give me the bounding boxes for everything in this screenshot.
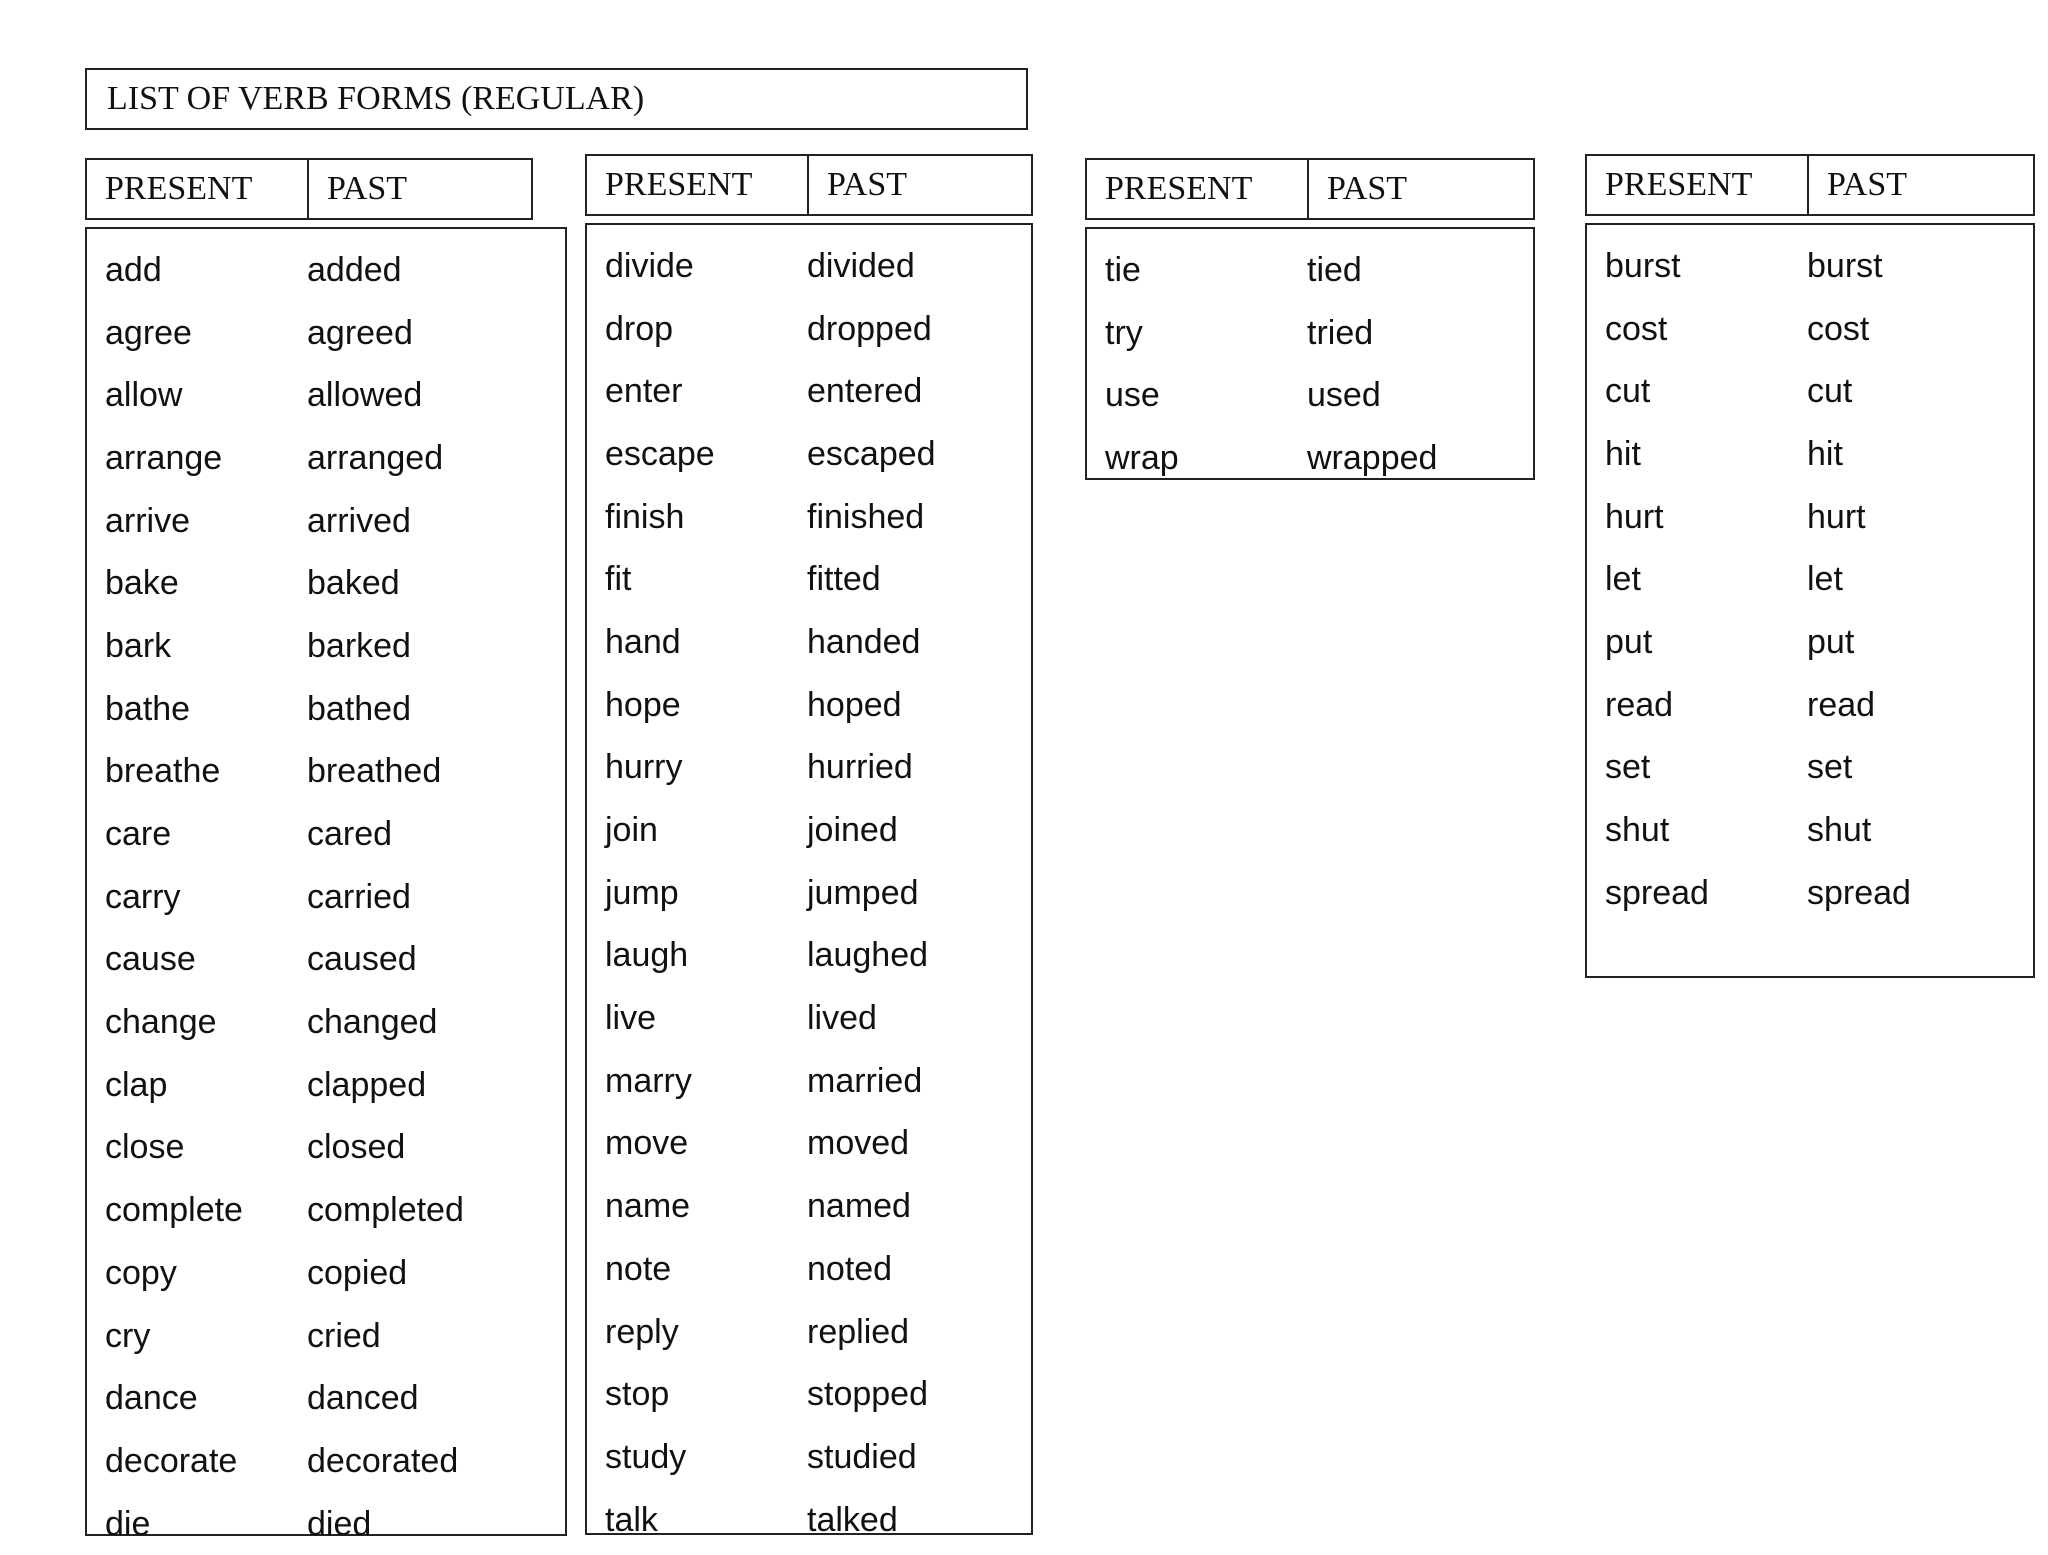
past-form: stopped xyxy=(807,1375,928,1414)
past-form: barked xyxy=(307,626,411,665)
present-form: reply xyxy=(605,1312,679,1351)
verb-row xyxy=(1587,423,2033,486)
present-form: cause xyxy=(105,940,196,979)
present-form: arrange xyxy=(105,438,223,477)
present-form: dance xyxy=(105,1379,198,1418)
present-form: cost xyxy=(1605,309,1668,348)
past-form: escaped xyxy=(807,434,936,473)
past-form: laughed xyxy=(807,936,929,975)
past-form: breathed xyxy=(307,752,442,791)
present-form: finish xyxy=(605,497,685,536)
past-form: cared xyxy=(307,815,393,854)
present-form: bark xyxy=(105,626,172,665)
verb-row xyxy=(1587,548,2033,611)
past-form: hoped xyxy=(807,685,902,724)
past-form: replied xyxy=(807,1312,910,1351)
past-form: carried xyxy=(307,877,411,916)
present-form: wrap xyxy=(1105,438,1179,477)
past-form: bathed xyxy=(307,689,411,728)
present-form: change xyxy=(105,1003,217,1042)
past-form: added xyxy=(307,250,402,289)
verb-row xyxy=(87,929,565,992)
present-form: carry xyxy=(105,877,181,916)
past-form: allowed xyxy=(307,376,423,415)
verb-row xyxy=(1587,360,2033,423)
present-form: divide xyxy=(605,246,694,285)
past-form: let xyxy=(1807,560,1843,599)
present-form: clap xyxy=(105,1065,168,1104)
verb-row xyxy=(87,741,565,804)
past-form: danced xyxy=(307,1379,419,1418)
present-form: drop xyxy=(605,309,674,348)
present-header: PRESENT xyxy=(587,156,809,214)
past-form: died xyxy=(307,1504,372,1543)
past-form: fitted xyxy=(807,560,881,599)
verb-row xyxy=(587,611,1031,674)
verb-row xyxy=(587,298,1031,361)
present-header: PRESENT xyxy=(87,160,309,218)
verb-row xyxy=(1587,298,2033,361)
verb-row xyxy=(87,866,565,929)
present-form: add xyxy=(105,250,162,289)
verb-row xyxy=(1087,239,1533,302)
past-form: used xyxy=(1307,376,1381,415)
verb-row xyxy=(87,239,565,302)
verb-row xyxy=(1587,611,2033,674)
present-form: agree xyxy=(105,313,192,352)
past-form: moved xyxy=(807,1124,910,1163)
verb-row xyxy=(587,799,1031,862)
verb-row xyxy=(87,1367,565,1430)
present-form: read xyxy=(1605,685,1674,724)
verb-row xyxy=(1087,427,1533,490)
table-2-list xyxy=(585,223,1033,1539)
verb-row xyxy=(87,1117,565,1180)
verb-row xyxy=(587,737,1031,800)
present-form: laugh xyxy=(605,936,689,975)
past-form: studied xyxy=(807,1437,917,1476)
verb-row xyxy=(587,674,1031,737)
verb-row xyxy=(587,360,1031,423)
past-header: PAST xyxy=(1327,170,1408,207)
present-form: enter xyxy=(605,372,683,411)
present-form: hit xyxy=(1605,434,1641,473)
past-header: PAST xyxy=(1827,166,1908,203)
past-form: closed xyxy=(307,1128,406,1167)
present-form: cry xyxy=(105,1316,151,1355)
past-form: divided xyxy=(807,246,915,285)
present-form: let xyxy=(1605,560,1641,599)
verb-row xyxy=(1587,235,2033,298)
verb-row xyxy=(587,1489,1031,1552)
table-1-list xyxy=(85,227,567,1543)
present-form: close xyxy=(105,1128,185,1167)
present-form: arrive xyxy=(105,501,191,540)
verb-row xyxy=(1087,302,1533,365)
page-title: LIST OF VERB FORMS (REGULAR) xyxy=(85,68,1028,130)
present-form: burst xyxy=(1605,246,1681,285)
present-header: PRESENT xyxy=(1587,156,1809,214)
table-2-header xyxy=(585,154,1033,216)
past-form: arranged xyxy=(307,438,444,477)
present-form: copy xyxy=(105,1253,177,1292)
past-form: hit xyxy=(1807,434,1843,473)
past-header: PAST xyxy=(827,166,908,203)
present-form: bake xyxy=(105,564,179,603)
present-form: hurt xyxy=(1605,497,1664,536)
verb-row xyxy=(587,235,1031,298)
present-form: jump xyxy=(605,873,679,912)
past-form: noted xyxy=(807,1249,893,1288)
past-form: baked xyxy=(307,564,400,603)
past-form: talked xyxy=(807,1500,898,1539)
present-form: hope xyxy=(605,685,681,724)
past-form: hurried xyxy=(807,748,913,787)
verb-row xyxy=(87,678,565,741)
present-form: live xyxy=(605,999,657,1038)
past-form: burst xyxy=(1807,246,1883,285)
present-form: put xyxy=(1605,622,1653,661)
past-form: completed xyxy=(307,1191,464,1230)
present-form: shut xyxy=(1605,811,1670,850)
present-form: marry xyxy=(605,1061,692,1100)
verb-row xyxy=(587,987,1031,1050)
verb-row xyxy=(87,302,565,365)
present-form: allow xyxy=(105,376,183,415)
verb-row xyxy=(87,1242,565,1305)
verb-row xyxy=(1587,737,2033,800)
present-form: care xyxy=(105,815,172,854)
past-form: arrived xyxy=(307,501,411,540)
table-1-header xyxy=(85,158,533,220)
table-4-header xyxy=(1585,154,2035,216)
verb-row xyxy=(1587,862,2033,925)
verb-row xyxy=(587,1113,1031,1176)
past-form: cut xyxy=(1807,372,1853,411)
verb-row xyxy=(587,1238,1031,1301)
present-form: set xyxy=(1605,748,1651,787)
past-form: lived xyxy=(807,999,877,1038)
present-form: move xyxy=(605,1124,689,1163)
verb-row xyxy=(87,364,565,427)
verb-row xyxy=(87,1305,565,1368)
past-form: shut xyxy=(1807,811,1872,850)
past-form: clapped xyxy=(307,1065,427,1104)
present-form: try xyxy=(1105,313,1143,352)
past-form: copied xyxy=(307,1253,408,1292)
past-form: caused xyxy=(307,940,417,979)
present-form: decorate xyxy=(105,1441,238,1480)
present-form: talk xyxy=(605,1500,658,1539)
present-form: spread xyxy=(1605,873,1709,912)
verb-row xyxy=(87,803,565,866)
past-form: dropped xyxy=(807,309,932,348)
past-form: read xyxy=(1807,685,1876,724)
present-form: tie xyxy=(1105,250,1141,289)
verb-row xyxy=(87,615,565,678)
past-form: put xyxy=(1807,622,1855,661)
verb-row xyxy=(587,1363,1031,1426)
past-form: tried xyxy=(1307,313,1374,352)
present-form: bathe xyxy=(105,689,191,728)
past-form: agreed xyxy=(307,313,413,352)
verb-row xyxy=(1587,486,2033,549)
present-form: stop xyxy=(605,1375,670,1414)
past-form: cried xyxy=(307,1316,381,1355)
present-form: cut xyxy=(1605,372,1651,411)
present-form: study xyxy=(605,1437,687,1476)
verb-row xyxy=(1587,799,2033,862)
past-form: changed xyxy=(307,1003,438,1042)
past-form: hurt xyxy=(1807,497,1866,536)
verb-row xyxy=(587,862,1031,925)
present-form: escape xyxy=(605,434,715,473)
verb-row xyxy=(587,1426,1031,1489)
table-4-list xyxy=(1585,223,2035,978)
past-form: joined xyxy=(807,811,898,850)
verb-row xyxy=(587,423,1031,486)
verb-row xyxy=(87,1179,565,1242)
past-form: married xyxy=(807,1061,923,1100)
past-form: handed xyxy=(807,622,921,661)
past-form: jumped xyxy=(807,873,919,912)
past-header: PAST xyxy=(327,170,408,207)
verb-row xyxy=(587,1050,1031,1113)
verb-row xyxy=(87,1430,565,1493)
verb-row xyxy=(587,486,1031,549)
past-form: tied xyxy=(1307,250,1362,289)
present-form: breathe xyxy=(105,752,221,791)
present-form: complete xyxy=(105,1191,243,1230)
present-form: use xyxy=(1105,376,1160,415)
verb-row xyxy=(87,1054,565,1117)
past-form: named xyxy=(807,1187,911,1226)
verb-row xyxy=(587,548,1031,611)
present-form: name xyxy=(605,1187,691,1226)
verb-row xyxy=(87,1493,565,1555)
verb-row xyxy=(87,991,565,1054)
past-form: finished xyxy=(807,497,925,536)
present-form: note xyxy=(605,1249,672,1288)
verb-row xyxy=(87,552,565,615)
table-3-header xyxy=(1085,158,1535,220)
verb-row xyxy=(87,490,565,553)
present-form: hand xyxy=(605,622,681,661)
table-3-list xyxy=(1085,227,1535,480)
verb-row xyxy=(587,925,1031,988)
past-form: entered xyxy=(807,372,923,411)
present-form: hurry xyxy=(605,748,683,787)
past-form: spread xyxy=(1807,873,1911,912)
verb-row xyxy=(1087,364,1533,427)
verb-row xyxy=(1587,674,2033,737)
present-form: die xyxy=(105,1504,151,1543)
past-form: decorated xyxy=(307,1441,459,1480)
present-form: fit xyxy=(605,560,632,599)
past-form: set xyxy=(1807,748,1853,787)
past-form: wrapped xyxy=(1307,438,1438,477)
present-header: PRESENT xyxy=(1087,160,1309,218)
verb-row xyxy=(587,1301,1031,1364)
past-form: cost xyxy=(1807,309,1870,348)
present-form: join xyxy=(605,811,658,850)
verb-row xyxy=(87,427,565,490)
verb-row xyxy=(587,1175,1031,1238)
